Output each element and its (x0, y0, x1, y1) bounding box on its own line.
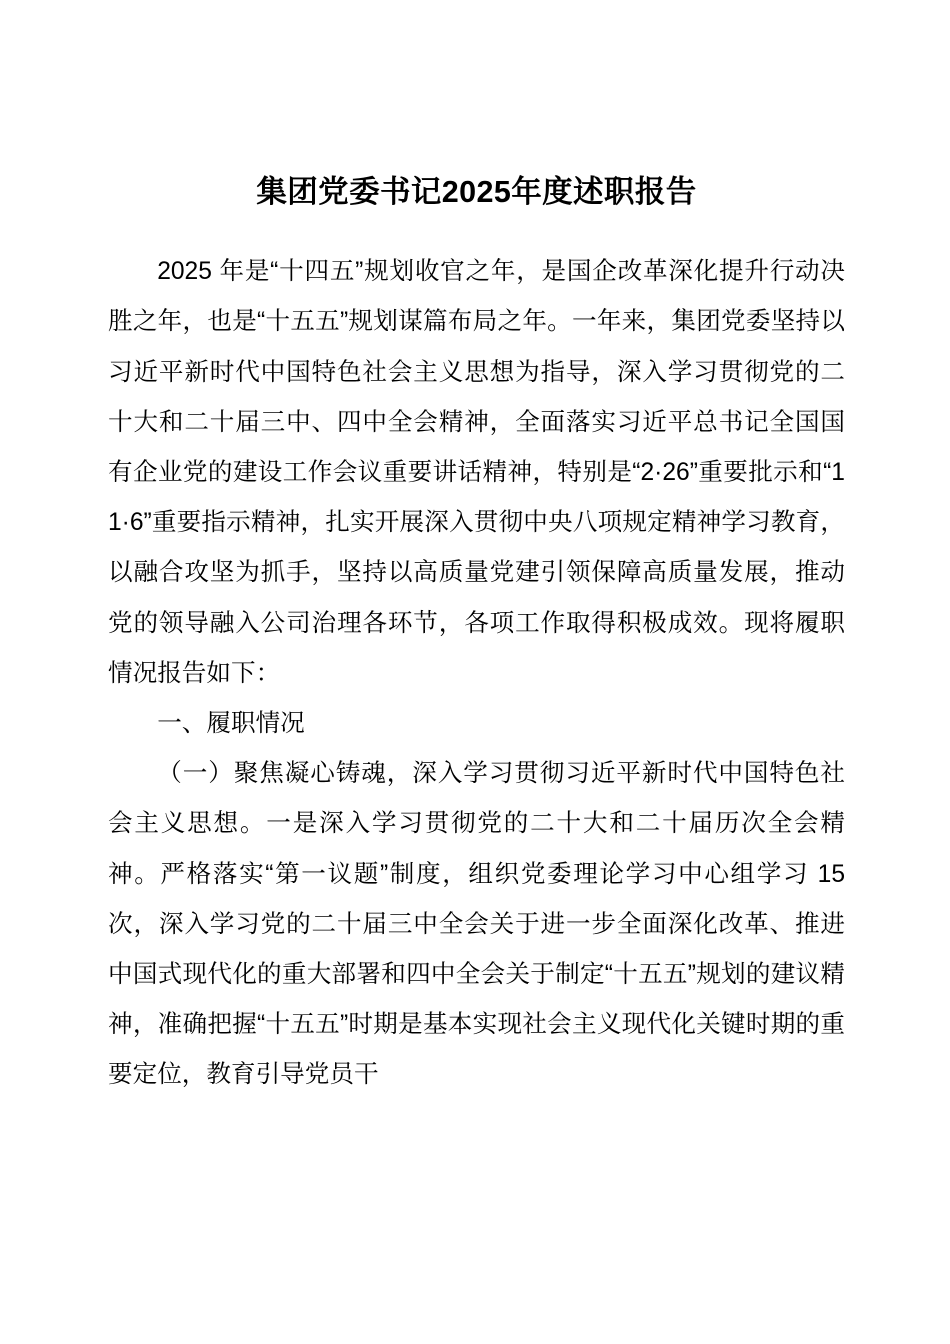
section-heading-1: 一、履职情况 (157, 710, 305, 737)
page-content-column (108, 0, 845, 1101)
intro-paragraph: 2025 年是“十四五”规划收官之年，是国企改革深化提升行动决胜之年，也是“十五五”规划谋篇布局之年。一年来，集团党委坚持以习近平新时代中国特色社会主义思想为指导，深入学习贯彻党的二十大和二十届三中、四中全会精神，全面落实习近平总书记全国国有企业党的建设工作会议重要讲话精神，特别是“2·26”重要批示和“11·6”重要指示精神，扎实开展深入贯彻中央八项规定精神学习教育，以融合攻坚为抓手，坚持以高质量党建引领保障高质量发展，推动党的领导融入公司治理各环节，各项工作取得积极成效。现将履职情况报告如下： (108, 258, 845, 687)
page-title: 集团党委书记2025年度述职报告 (256, 175, 697, 209)
subsection-paragraph-1-1: （一）聚焦凝心铸魂，深入学习贯彻习近平新时代中国特色社会主义思想。一是深入学习贯彻党的二十大和二十届历次全会精神。严格落实“第一议题”制度，组织党委理论学习中心组学习 15 次，深入学习党的二十届三中全会关于进一步全面深化改革、推进中国式现代化的重大部署和四中全会关于制定“十五五”规划的建议精神，准确把握“十五五”时期是基本实现社会主义现代化关键时期的重要定位，教育引导党员干 (108, 760, 845, 1089)
document-body (108, 247, 845, 1100)
